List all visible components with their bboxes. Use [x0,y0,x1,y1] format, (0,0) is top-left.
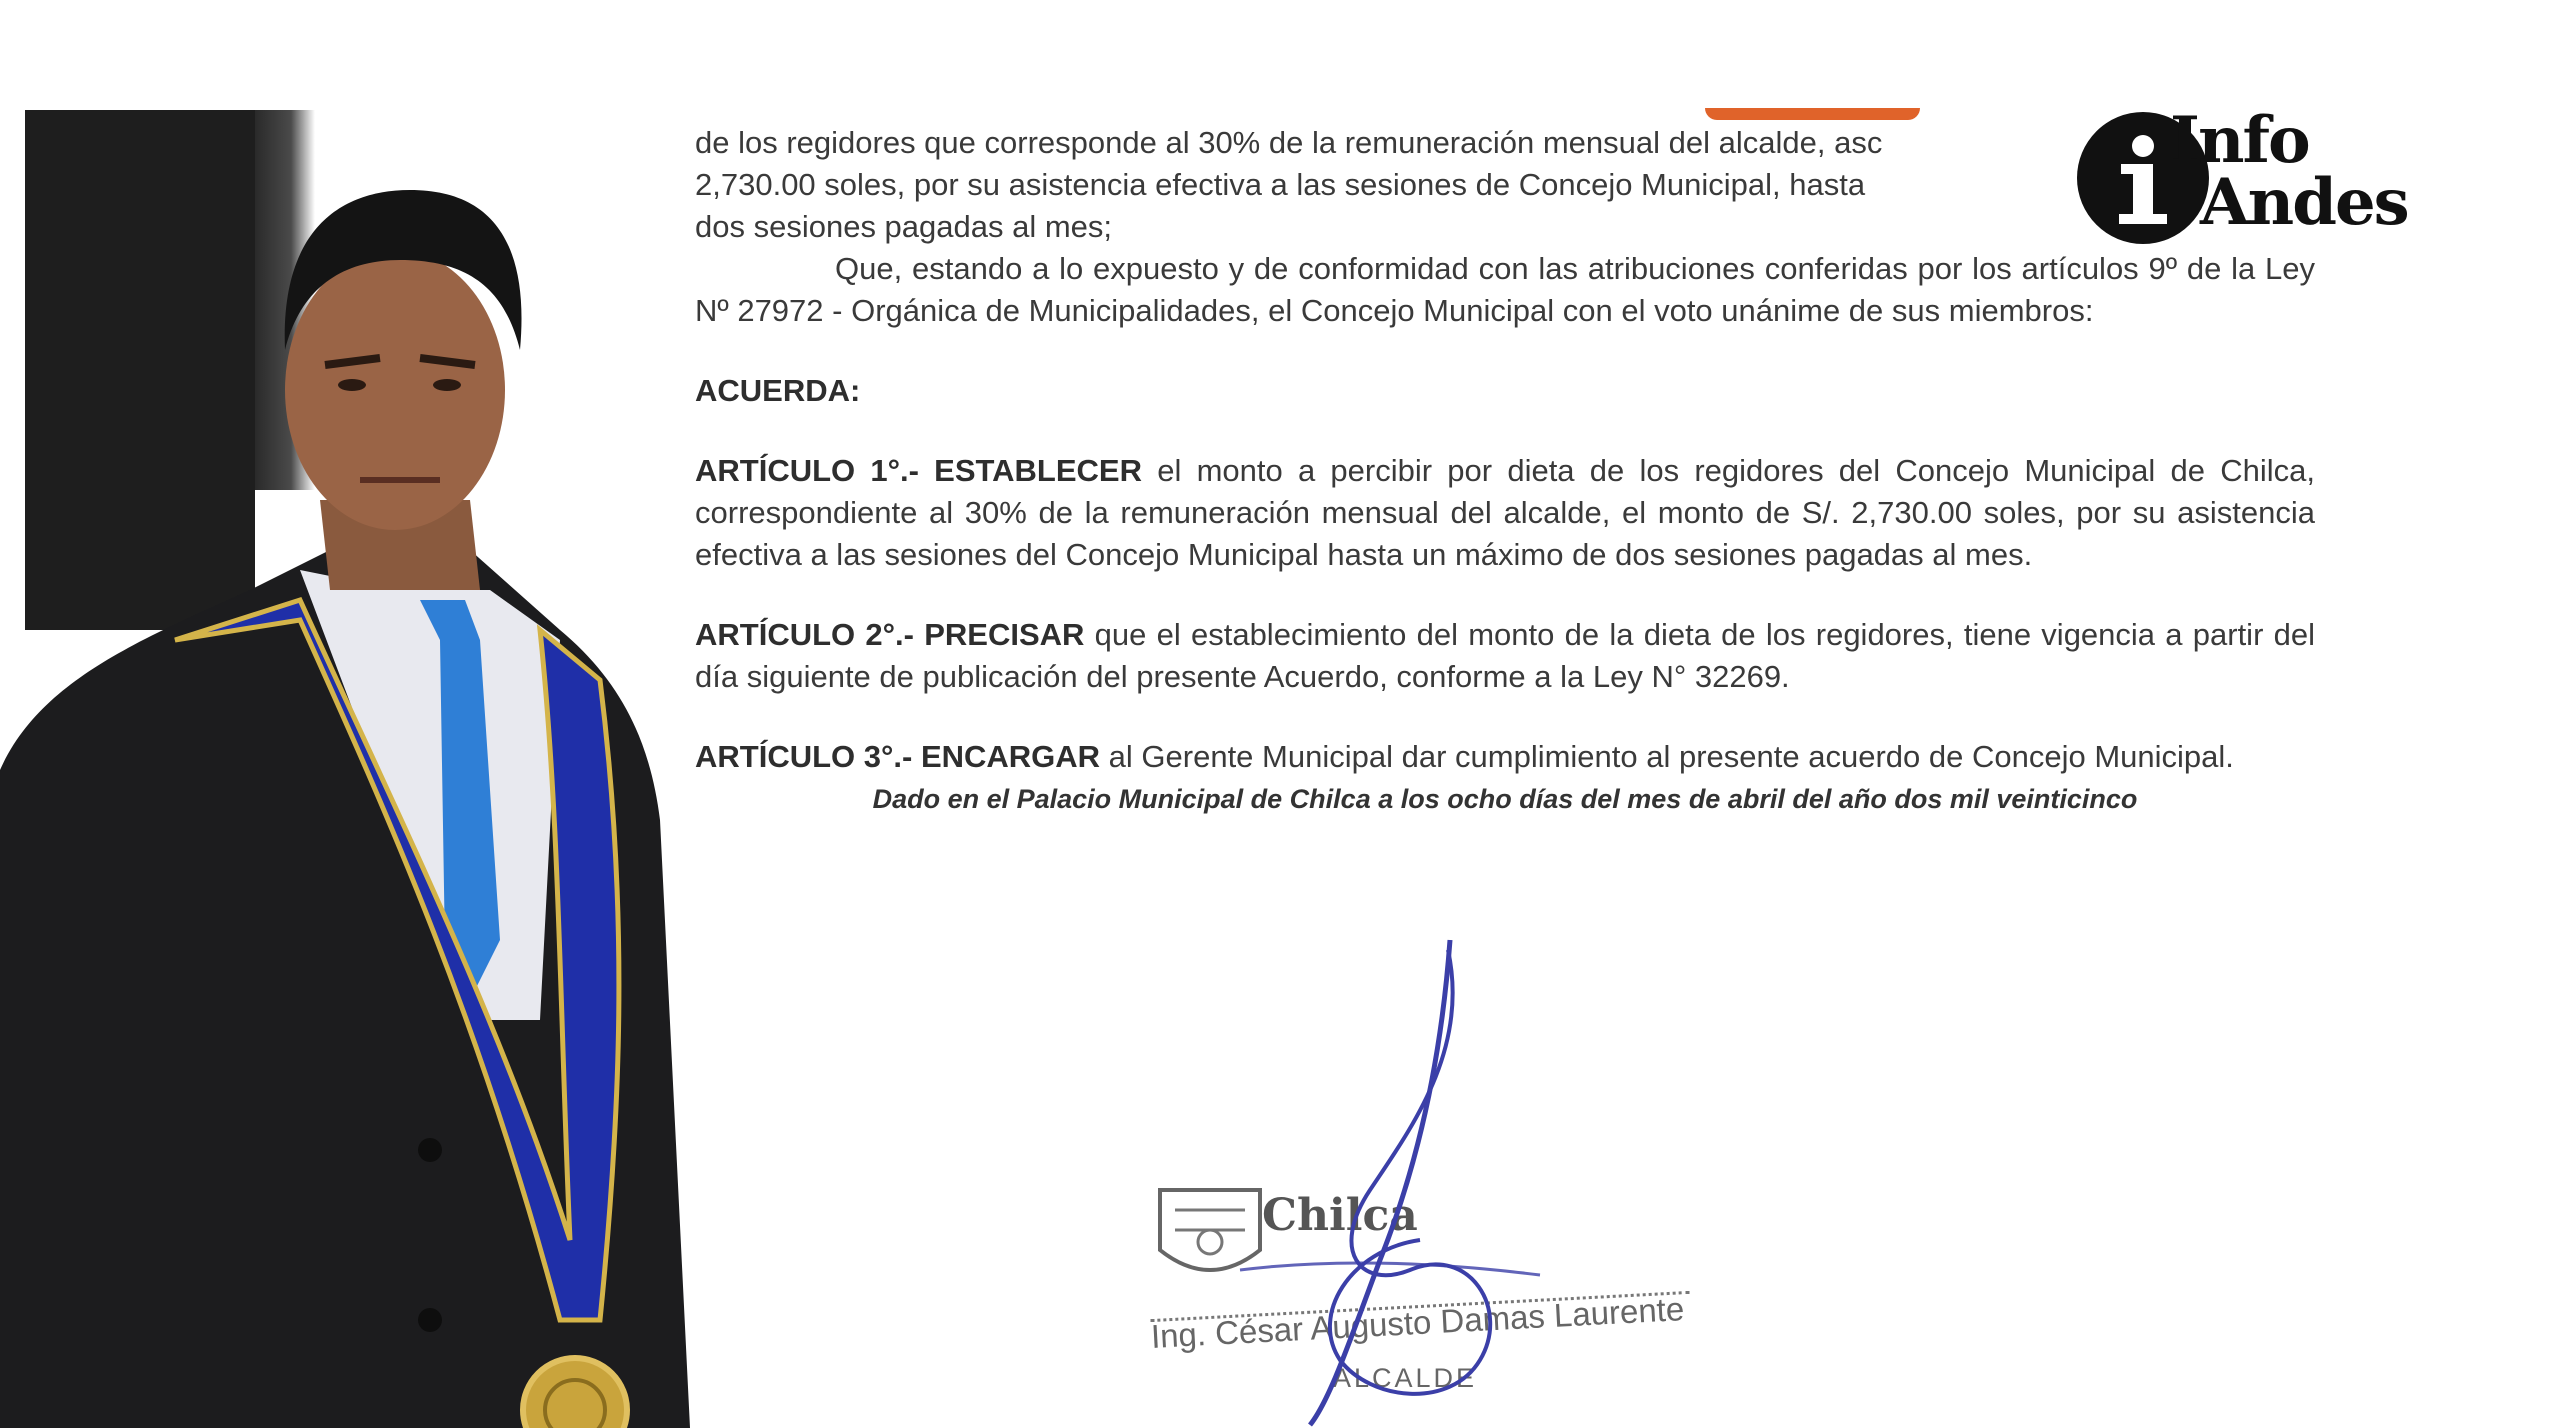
logo-word-andes: Andes [2200,165,2408,240]
article-1-heading: ARTÍCULO 1°.- ESTABLECER [695,453,1142,488]
doc-acuerda-heading: ACUERDA: [695,373,861,408]
mayor-portrait-image [0,120,720,1428]
doc-line-3: dos sesiones pagadas al mes; [695,209,1113,244]
doc-article-1 [695,450,2315,576]
signer-name: Ing. César Augusto Damas Laurente [1150,1290,1686,1355]
doc-article-2 [695,614,2315,698]
handwritten-signature-icon [1180,930,1630,1428]
stamp-municipality-name: Chilca [1262,1190,1418,1241]
doc-line-2: 2,730.00 soles, por su asistencia efectiva a las sesiones de Concejo Municipal, hasta [695,167,1866,202]
article-1-body: el monto a percibir por dieta de los regidores del Concejo Municipal de Chilca, correspondiente al 30% de la remuneración mensual del alcalde, el monto de S/. 2,730.00 soles, por su asistencia efectiva a las sesiones del Concejo Municipal hasta un máximo de dos sesiones pagadas al mes. [695,453,2315,572]
article-2-body: que el establecimiento del monto de la dieta de los regidores, tiene vigencia a partir del día siguiente de publicación del presente Acuerdo, conforme a la Ley N° 32269. [695,617,2315,694]
signer-role: ALCALDE [1333,1363,1478,1393]
doc-closing-line: Dado en el Palacio Municipal de Chilca a los ocho días del mes de abril del año dos mil veinticinco [872,784,2138,814]
doc-line-1: de los regidores que corresponde al 30% de la remuneración mensual del alcalde, asc [695,125,1883,160]
doc-article-3 [695,736,2315,778]
article-3-body: al Gerente Municipal dar cumplimiento al presente acuerdo de Concejo Municipal. [1100,739,2234,774]
info-andes-wordmark [2170,103,2408,240]
doc-que-paragraph: Que, estando a lo expuesto y de conformidad con las atribuciones conferidas por los artículos 9º de la Ley Nº 27972 - Orgánica de Municipalidades, el Concejo Municipal con el voto unánime de sus miembros: [695,251,2315,328]
logo-word-info: Info [2170,103,2309,178]
article-2-heading: ARTÍCULO 2°.- PRECISAR [695,617,1085,652]
article-3-heading: ARTÍCULO 3°.- ENCARGAR [695,739,1101,774]
orange-accent-tab [1705,108,1920,120]
resolution-document [695,122,2315,820]
